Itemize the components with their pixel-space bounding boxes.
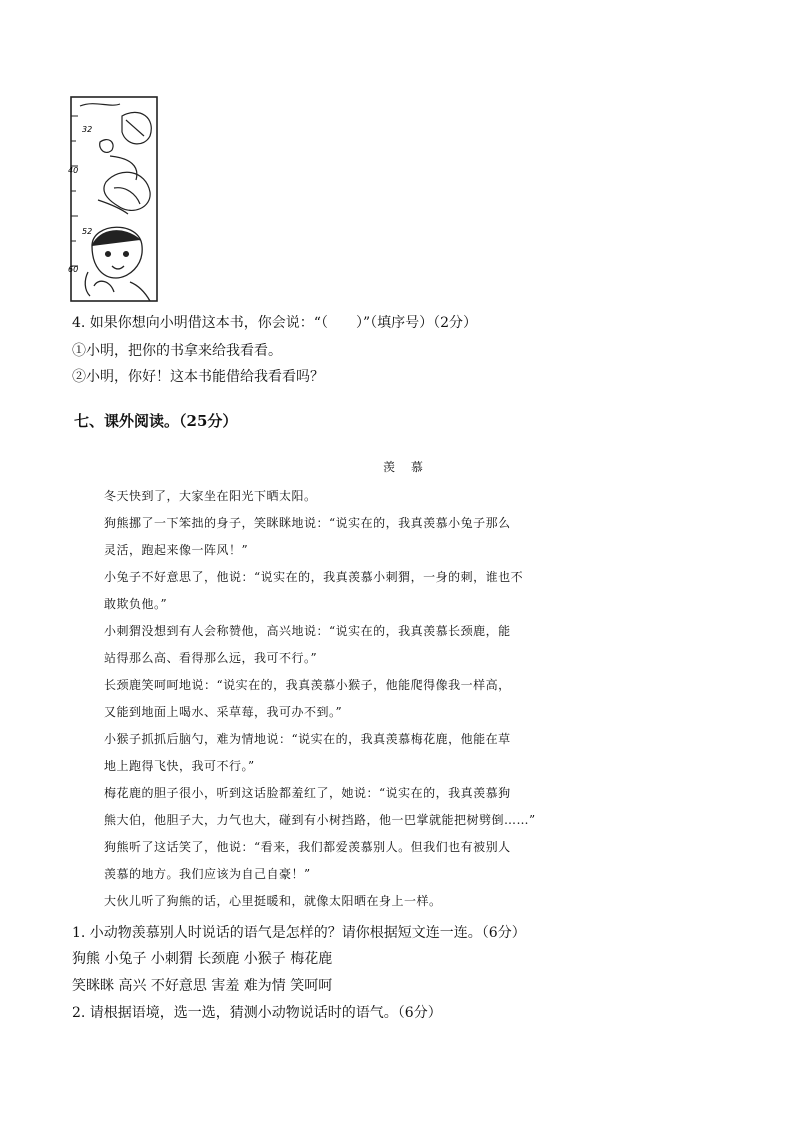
question-2-prompt: 2. 请根据语境，选一选，猜测小动物说话时的语气。（6分） — [72, 1005, 442, 1021]
story-line: 长颈鹿笑呵呵地说：“说实在的，我真羡慕小猴子，他能爬得像我一样高， — [104, 678, 511, 692]
ruler-label-52: 52 — [82, 227, 93, 236]
story-line: 敢欺负他。” — [104, 597, 168, 611]
story-line: 小刺猬没想到有人会称赞他，高兴地说：“说实在的，我真羡慕长颈鹿，能 — [104, 624, 511, 638]
story-line: 熊大伯，他胆子大，力气也大，碰到有小树挡路，他一巴掌就能把树劈倒……” — [104, 813, 536, 827]
story-line: 地上跑得飞快，我可不行。” — [104, 759, 255, 773]
story-line: 小猴子抓抓后脑勺，难为情地说：“说实在的，我真羡慕梅花鹿，他能在草 — [104, 732, 511, 746]
question-4-option-2: ②小明，你好！这本书能借给我看看吗？ — [72, 369, 324, 385]
section-7-heading: 七、课外阅读。（25分） — [74, 412, 238, 430]
story-line: 大伙儿听了狗熊的话，心里挺暖和，就像太阳晒在身上一样。 — [104, 894, 442, 908]
ruler-label-60: 60 — [68, 265, 79, 274]
story-line: 羡慕的地方。我们应该为自己自豪！” — [104, 867, 311, 881]
question-1-prompt: 1. 小动物羡慕别人时说话的语气是怎样的？请你根据短文连一连。（6分） — [72, 925, 526, 941]
story-line: 又能到地面上喝水、采草莓，我可办不到。” — [104, 705, 343, 719]
story-line: 灵活，跑起来像一阵风！” — [104, 543, 249, 557]
question-1-animals: 狗熊 小兔子 小刺猬 长颈鹿 小猴子 梅花鹿 — [72, 951, 333, 967]
ruler-label-32: 32 — [82, 125, 93, 134]
story-line: 梅花鹿的胆子很小，听到这话脸都羞红了，她说：“说实在的，我真羡慕狗 — [104, 786, 511, 800]
question-4-prompt: 4. 如果你想向小明借这本书，你会说：“（ ）”（填序号）（2分） — [72, 315, 478, 331]
story-line: 狗熊挪了一下笨拙的身子，笑眯眯地说：“说实在的，我真羡慕小兔子那么 — [104, 516, 511, 530]
story-line: 站得那么高、看得那么远，我可不行。” — [104, 651, 318, 665]
ruler-label-40: 40 — [68, 166, 79, 175]
story-line: 小兔子不好意思了，他说：“说实在的，我真羡慕小刺猬，一身的刺，谁也不 — [104, 570, 524, 584]
story-title: 羡 慕 — [383, 460, 429, 474]
ruler-girl-illustration — [70, 96, 158, 302]
story-line: 冬天快到了，大家坐在阳光下晒太阳。 — [104, 489, 317, 503]
question-4-option-1: ①小明，把你的书拿来给我看看。 — [72, 343, 282, 359]
question-1-tones: 笑眯眯 高兴 不好意思 害羞 难为情 笑呵呵 — [72, 978, 333, 994]
story-line: 狗熊听了这话笑了，他说：“看来，我们都爱羡慕别人。但我们也有被别人 — [104, 840, 511, 854]
